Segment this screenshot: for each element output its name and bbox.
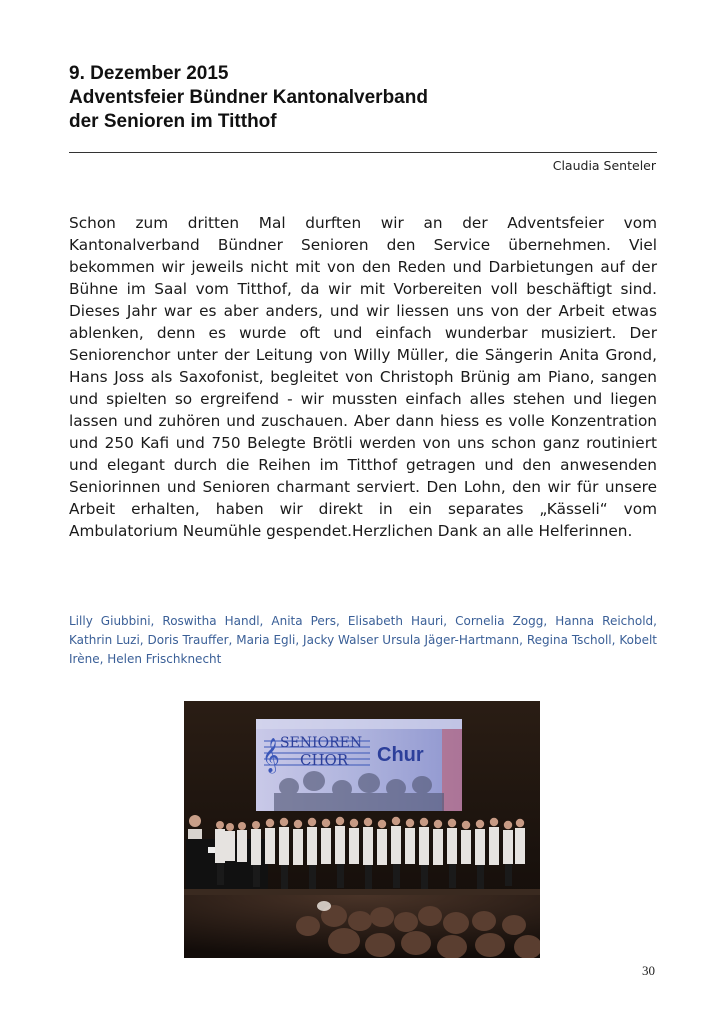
article-title (69, 62, 669, 134)
author-name: Claudia Senteler (552, 158, 656, 173)
page-number: 30 (642, 963, 655, 978)
choir-photo (184, 701, 540, 958)
svg-text:SENIOREN: SENIOREN (280, 735, 363, 751)
projection-screen (256, 719, 462, 811)
article-title-line-1: Adventsfeier Bündner Kantonalverband (69, 87, 428, 108)
svg-text:Chur: Chur (377, 744, 424, 766)
article-body: Schon zum dritten Mal durften wir an der Adventsfeier vom Kantonalverband Bündner Senioren den Service übernehmen. Viel bekommen wir jeweils nicht mit von den Reden und Darbietungen auf der Bühne im Saal vom Titthof, da wir mit Vorbereiten voll beschäftigt sind. Dieses Jahr war es aber anders, und wir liessen uns von der Arbeit etwas ablenken, denn es wurde oft und einfach wunderbar musiziert. Der Seniorenchor unter der Leitung von Willy Müller, die Sängerin Anita Grond, Hans Joss als Saxofonist, begleitet von Christoph Brünig am Piano, sangen und spielten so ergreifend - wir mussten einfach alles stehen und liegen lassen und zuhören und zuschauen. Aber dann hiess es volle Konzentration und 250 Kafi und 750 Belegte Brötli werden von uns schon ganz routiniert und elegant durch die Reihen im Titthof getragen und den anwesenden Seniorinnen und Senioren charmant serviert. Den Lohn, den wir für unsere Arbeit erhalten, haben wir direkt in ein separates „Kässeli“ vom Ambulatorium Neumühle gespendet.Herzlichen Dank an alle Helferinnen. (69, 214, 657, 540)
article-date: 9. Dezember 2015 (69, 63, 229, 84)
title-divider (69, 152, 657, 153)
article-title-line-2: der Senioren im Titthof (69, 111, 277, 132)
svg-text:𝄞: 𝄞 (262, 738, 280, 773)
helpers-list: Lilly Giubbini, Roswitha Handl, Anita Pers, Elisabeth Hauri, Cornelia Zogg, Hanna Reichold, Kathrin Luzi, Doris Trauffer, Maria Egli, Jacky Walser Ursula Jäger-Hartmann, Regina Tscholl, Kobelt Irène, Helen Frischknecht (69, 614, 657, 666)
svg-text:CHOR: CHOR (300, 751, 349, 769)
